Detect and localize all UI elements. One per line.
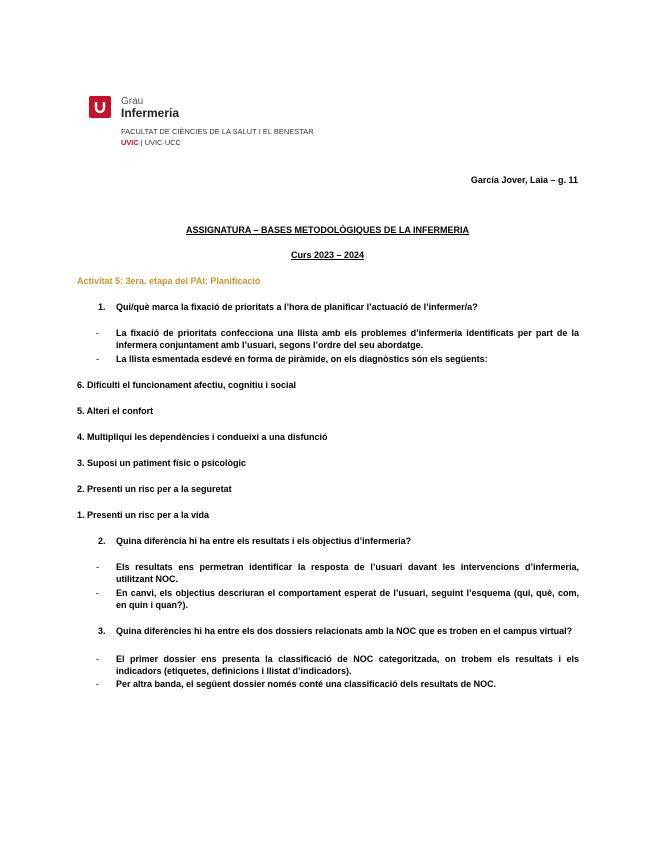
pyramid-item-4: 4. Multipliqui les dependències i condueixi a una disfunció [77,432,328,442]
bullet-mark: - [96,588,99,598]
logo-uvic-red: UVIC [121,138,139,147]
pyramid-item-1: 1. Presenti un risc per a la vida [77,510,210,520]
pyramid-item-5: 5. Alteri el confort [77,406,154,416]
q2-bullet-2: En canvi, els objectius descriuran el comportament esperat de l’usuari, seguint l’esquema (qui, què, com, en quin i quan?). [116,588,579,610]
q1-question: Qui/què marca la fixació de prioritats a l’hora de planificar l’actuació de l’infermer/a? [116,302,478,312]
q2-number: 2. [98,536,106,546]
q2-bullet-1: Els resultats ens permetran identificar la resposta de l’usuari davant les intervencions d’infermeria, utilitzant NOC. [116,562,579,584]
q1-bullet-1: La fixació de prioritats confecciona una llista amb els problemes d’infermeria identificats per part de la infermera conjuntament amb l’usuari, segons l’ordre del seu abordatge. [116,328,579,350]
activity-heading: Activitat 5: 3era. etapa del PAI: Planificació [77,276,261,286]
q3-bullet-1: El primer dossier ens presenta la classificació de NOC categoritzada, on trobem els resultats i els indicadors (etiquetes, definicions i llistat d’indicadors). [116,654,579,676]
logo-uvic [121,138,181,147]
q3-number: 3. [98,626,106,636]
bullet-mark: - [96,328,99,338]
logo-title: Infermeria [121,106,180,120]
q3-bullet-2: Per altra banda, el següent dossier només conté una classificació dels resultats de NOC. [116,679,497,689]
author-line: García Jover, Laia – g. 11 [470,175,578,185]
logo-grau: Grau [121,96,144,107]
pyramid-item-6: 6. Dificulti el funcionament afectiu, cognitiu i social [77,380,297,390]
uvic-logo-icon [89,96,111,118]
q3-question: Quina diferències hi ha entre els dos dossiers relacionats amb la NOC que es troben en el campus virtual? [116,626,573,636]
pyramid-item-2: 2. Presenti un risc per a la seguretat [77,484,232,494]
q2-question: Quina diferència hi ha entre els resultats i els objectius d’infermeria? [116,536,412,546]
q1-bullet-2: La llista esmentada esdevé en forma de piràmide, on els diagnòstics són els següents: [116,354,488,364]
subject-title: ASSIGNATURA – BASES METODOLÒGIQUES DE LA INFERMERIA [185,225,470,235]
bullet-mark: - [96,562,99,572]
bullet-mark: - [96,354,99,364]
bullet-mark: - [96,654,99,664]
pyramid-item-3: 3. Suposi un patiment físic o psicològic [77,458,247,468]
bullet-mark: - [96,679,99,689]
logo-uvic-rest: | UVIC·UCC [138,138,181,147]
logo-faculty: FACULTAT DE CIÈNCIES DE LA SALUT I EL BENESTAR [121,127,314,136]
q1-number: 1. [98,302,106,312]
course-title: Curs 2023 – 2024 [290,250,365,260]
